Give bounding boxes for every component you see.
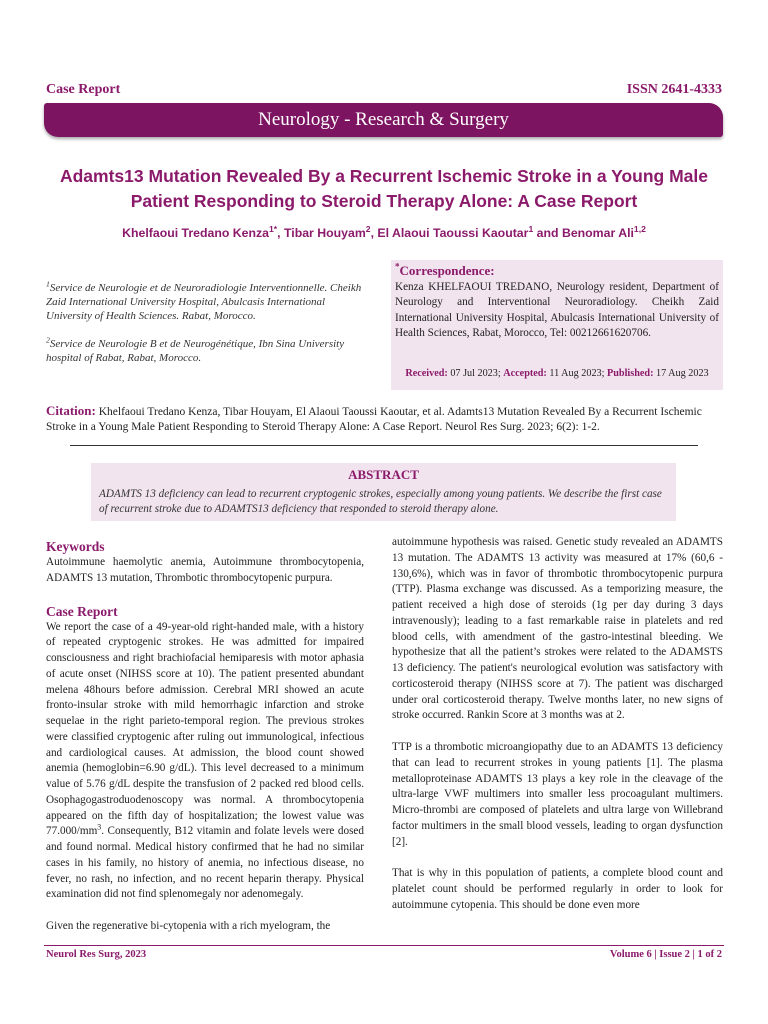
citation bbox=[46, 403, 724, 435]
affiliation-1 bbox=[46, 281, 366, 323]
received-label: Received: bbox=[405, 368, 448, 379]
abstract-title: ABSTRACT bbox=[348, 467, 419, 482]
journal-name: Neurology - Research & Surgery bbox=[258, 109, 509, 130]
author-name: Khelfaoui Tredano Kenza bbox=[122, 226, 270, 240]
abstract-text: ADAMTS 13 deficiency can lead to recurrent cryptogenic strokes, especially among young patients. We describe the first case of recurrent stroke due to ADAMTS13 deficiency that responded to steroid therapy alone. bbox=[99, 488, 662, 515]
affiliation-mark: 1 bbox=[46, 279, 50, 289]
author-separator: , bbox=[370, 226, 378, 240]
author-affiliation-mark: 1 bbox=[528, 223, 534, 234]
case-report-paragraph-2: Given the regenerative bi-cytopenia with a rich myelogram, the bbox=[46, 920, 331, 932]
published-date: 17 Aug 2023 bbox=[656, 368, 709, 379]
affiliation-mark: 2 bbox=[46, 335, 50, 345]
author-name: Tibar Houyam bbox=[284, 226, 366, 240]
accepted-date: 11 Aug 2023 bbox=[549, 368, 602, 379]
case-report-paragraph-4: TTP is a thrombotic microangiopathy due to an ADAMTS 13 deficiency that can lead to recurrent strokes in young patients [1]. The plasma metalloproteinase ADAMTS 13 plays a key role in the cleavage of the ultra-large VWF multimers into smaller less procoagulant multimers. Micro-thrombi are composed of platelets and ultra large von Willebrand factor multimers in the small blood vessels, leading to organ dysfunction [2]. bbox=[392, 741, 723, 848]
footer-divider bbox=[44, 945, 724, 946]
affiliation-text: Service de Neurologie B et de Neurogénétique, Ibn Sina University hospital of Rabat, Rabat, Morocco. bbox=[46, 338, 345, 364]
citation-label: Citation: bbox=[46, 403, 96, 418]
author-affiliation-mark: 1,2 bbox=[633, 223, 646, 234]
paragraph-text: We report the case of a 49-year-old right-handed male, with a history of repeated cryptogenic strokes. He was admitted for impaired consciousness and right brachiofacial hemiparesis with motor aphasia of acute onset (NIHSS score at 10). The patient presented abundant melena 48hours before admission. Cerebral MRI showed an acute fronto-insular stroke with mild hemorrhagic infarction and stroke sequelae in the right parieto-temporal region. The previous strokes were classified cryptogenic after ruling out immunological, infectious and cardiological causes. At admission, the blood count showed anemia (hemoglobin=6.90 g/dL). This level decreased to a minimum value of 5.76 g/dL despite the transfusion of 2 packed red blood cells. Osophagogastroduodenoscopy was normal. A thrombocytopenia appeared on the fifth day of hospitalization; the lowest value was 77.000/mm bbox=[46, 620, 364, 838]
keywords-title: Keywords bbox=[46, 539, 105, 554]
case-report-paragraph-5: That is why in this population of patients, a complete blood count and platelet count should be performed regularly in order to look for autoimmune cytopenia. This should be done even more bbox=[392, 867, 723, 911]
affiliation-text: Service de Neurologie et de Neuroradiologie Interventionnelle. Cheikh Zaid International University Hospital, Abulcasis International University of Health Sciences. Rabat, Morocco. bbox=[46, 282, 362, 322]
author-separator: , bbox=[277, 226, 284, 240]
footer-page-info: Volume 6 | Issue 2 | 1 of 2 bbox=[609, 949, 722, 960]
paragraph-text: . Consequently, B12 vitamin and folate levels were dosed and found normal. Medical history confirmed that he had no similar cases in his family, no history of anemia, no infectious disease, no fever, no rash, no infection, and no recent heparin therapy. Physical examination did not find splenomegaly nor adenomegaly. bbox=[46, 825, 364, 901]
column-left bbox=[46, 538, 364, 935]
abstract-box bbox=[91, 463, 676, 521]
correspondence-title bbox=[395, 263, 495, 279]
correspondence-mark: * bbox=[395, 261, 400, 272]
article-type: Case Report bbox=[46, 82, 121, 97]
received-date: 07 Jul 2023 bbox=[450, 368, 498, 379]
divider bbox=[70, 445, 698, 446]
author-list bbox=[40, 223, 728, 240]
column-right bbox=[392, 535, 723, 914]
accepted-label: Accepted: bbox=[503, 368, 547, 379]
author-separator: and bbox=[533, 226, 562, 240]
journal-banner bbox=[44, 103, 723, 137]
article-title: Adamts13 Mutation Revealed By a Recurrent Ischemic Stroke in a Young Male Patient Responding to Steroid Therapy Alone: A Case Report bbox=[59, 166, 709, 211]
case-report-title: Case Report bbox=[46, 603, 118, 619]
correspondence-box bbox=[391, 260, 723, 390]
author-affiliation-mark: 1* bbox=[269, 223, 278, 234]
issn: ISSN 2641-4333 bbox=[626, 82, 722, 97]
case-report-paragraph-3: autoimmune hypothesis was raised. Genetic study revealed an ADAMTS 13 mutation. The ADAMTS 13 activity was measured at 17% (60,6 - 130,6%), which was in favor of thrombotic thrombocytopenic purpura (TTP). Plasma exchange was discussed. As a temporizing measure, the patient received a high dose of steroids (1g per day during 3 days intravenously); leading to a fast remarkable raise in platelets and red blood cells, with amendment of the gastro-intestinal bleeding. We hypothesize that all the patient’s strokes were related to the ADAMSTS 13 deficiency. The patient's neurological evolution was satisfactory with corticosteroid therapy (NIHSS score at 7). The patient was discharged under oral corticosteroid therapy. Twelve months later, no new signs of stroke occurred. Rankin Score at 3 months was at 2. bbox=[392, 536, 723, 722]
footer-journal: Neurol Res Surg, 2023 bbox=[46, 949, 147, 960]
correspondence-label: Correspondence: bbox=[399, 263, 495, 278]
author-name: Benomar Ali bbox=[561, 226, 634, 240]
published-label: Published: bbox=[607, 368, 654, 379]
author-affiliation-mark: 2 bbox=[365, 223, 371, 234]
citation-text: Khelfaoui Tredano Kenza, Tibar Houyam, El Alaoui Taoussi Kaoutar, et al. Adamts13 Mutation Revealed By a Recurrent Ischemic Stroke in a Young Male Patient Responding to Steroid Therapy Alone: A Case Report. Neurol Res Surg. 2023; 6(2): 1-2. bbox=[46, 406, 702, 433]
superscript: 3 bbox=[97, 822, 102, 832]
publication-dates: Received: 07 Jul 2023; Accepted: 11 Aug 2023; Published: 17 Aug 2023 bbox=[405, 368, 709, 379]
author-name: El Alaoui Taoussi Kaoutar bbox=[377, 226, 529, 240]
correspondence-body: Kenza KHELFAOUI TREDANO, Neurology resident, Department of Neurology and Interventional Neuroradiology. Cheikh Zaid International University Hospital, Abulcasis International University of Health Sciences, Rabat, Morocco, Tel: 00212661620706. bbox=[395, 281, 719, 339]
affiliation-2 bbox=[46, 337, 366, 365]
keywords-text: Autoimmune haemolytic anemia, Autoimmune thrombocytopenia, ADAMTS 13 mutation, Thrombotic thrombocytopenic purpura. bbox=[46, 556, 364, 584]
case-report-paragraph-1 bbox=[46, 620, 364, 904]
